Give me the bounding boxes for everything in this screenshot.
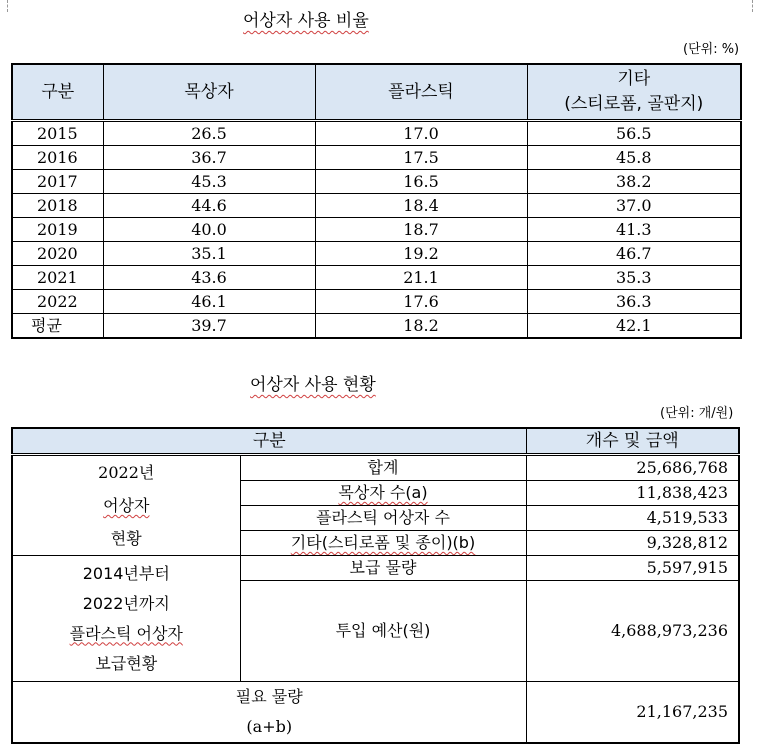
cell-year: 2022 [12,290,103,314]
usage-status-unit: (단위: 개/원) [660,406,734,421]
cell-year: 2018 [12,194,103,218]
item-plastic-label: 플라스틱 어상자 수 [240,506,526,531]
cell-wood: 40.0 [103,218,315,242]
cell-wood: 36.7 [103,146,315,170]
cell-average-plastic: 18.2 [315,314,527,339]
table-row [12,455,739,481]
cell-average-label: 평균 [12,314,103,339]
cell-other: 37.0 [527,194,741,218]
required-label [12,682,526,744]
usage-ratio-unit: (단위: %) [683,42,740,57]
table-row [12,170,741,194]
required-label-line1: 필요 물량 [235,687,303,706]
cell-other: 35.3 [527,266,741,290]
item-other-value: 9,328,812 [526,531,739,556]
cell-average-other: 42.1 [527,314,741,339]
cell-year: 2015 [12,121,103,146]
cell-wood: 44.6 [103,194,315,218]
item-wood-value: 11,838,423 [526,481,739,506]
usage-status-header-row [12,428,739,455]
cell-wood: 43.6 [103,266,315,290]
cell-year: 2016 [12,146,103,170]
cell-plastic: 18.4 [315,194,527,218]
cell-year: 2017 [12,170,103,194]
cell-year: 2020 [12,242,103,266]
item-plastic-value: 4,519,533 [526,506,739,531]
table-row [12,194,741,218]
cell-plastic: 17.6 [315,290,527,314]
header-category: 구분 [12,428,526,455]
budget-value: 4,688,973,236 [526,581,739,682]
header-amount: 개수 및 금액 [526,428,739,455]
table-row [12,290,741,314]
header-other-line2: (스티로폼, 골판지) [564,94,704,114]
group-plastic-supply-label-line2: 2022년까지 [82,593,170,613]
header-other-line1: 기타 [617,69,651,89]
header-wood: 목상자 [103,64,315,121]
cell-plastic: 16.5 [315,170,527,194]
cell-other: 45.8 [527,146,741,170]
usage-status-title: 어상자 사용 현황 [250,375,376,395]
table-row [12,242,741,266]
cell-average-wood: 39.7 [103,314,315,339]
cell-plastic: 18.7 [315,218,527,242]
table-row [12,218,741,242]
item-other-label-text: 기타(스티로폼 및 종이)(b) [290,533,476,552]
group-plastic-supply-label-line4: 보급현황 [95,653,158,673]
required-label-line2: (a+b) [246,717,293,736]
margin-guide-left [7,0,8,12]
group-2022-label-line3: 현황 [110,529,142,548]
cell-other: 41.3 [527,218,741,242]
header-other [527,64,741,121]
group-plastic-supply-label-line3: 플라스틱 어상자 [69,623,183,643]
cell-year: 2019 [12,218,103,242]
cell-other: 56.5 [527,121,741,146]
group-2022-label-line2: 어상자 [103,496,150,515]
cell-wood: 46.1 [103,290,315,314]
average-row [12,314,741,339]
required-value: 21,167,235 [526,682,739,744]
cell-other: 46.7 [527,242,741,266]
cell-wood: 45.3 [103,170,315,194]
usage-status-table [11,427,740,744]
usage-ratio-header-row [12,64,741,121]
cell-wood: 26.5 [103,121,315,146]
group-2022-label [12,455,240,556]
group-plastic-supply-label-line1: 2014년부터 [82,563,170,583]
required-row [12,682,739,744]
cell-plastic: 19.2 [315,242,527,266]
cell-other: 38.2 [527,170,741,194]
supply-label: 보급 물량 [240,556,526,581]
table-row [12,146,741,170]
cell-wood: 35.1 [103,242,315,266]
header-category: 구분 [12,64,103,121]
supply-value: 5,597,915 [526,556,739,581]
header-plastic: 플라스틱 [315,64,527,121]
group-plastic-supply-label [12,556,240,682]
cell-plastic: 17.0 [315,121,527,146]
item-wood-label-text: 목상자 수(a) [338,483,428,502]
budget-label: 투입 예산(원) [240,581,526,682]
table-row [12,121,741,146]
table-row [12,266,741,290]
margin-guide-right [752,0,753,12]
item-total-value: 25,686,768 [526,455,739,481]
group-2022-label-line1: 2022년 [98,463,155,482]
cell-plastic: 17.5 [315,146,527,170]
item-wood-label [240,481,526,506]
cell-year: 2021 [12,266,103,290]
table-row [12,556,739,581]
item-total-label: 합계 [240,455,526,481]
cell-plastic: 21.1 [315,266,527,290]
usage-ratio-table [11,63,742,339]
usage-ratio-title: 어상자 사용 비율 [243,11,369,31]
cell-other: 36.3 [527,290,741,314]
item-other-label [240,531,526,556]
